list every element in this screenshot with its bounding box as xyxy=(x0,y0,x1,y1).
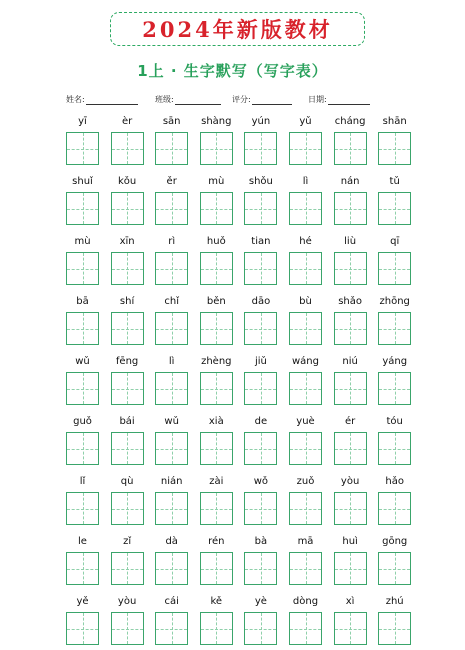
guide-line-vertical xyxy=(306,613,307,644)
name-blank[interactable] xyxy=(86,94,138,105)
guide-line-vertical xyxy=(83,373,84,404)
writing-box[interactable] xyxy=(111,252,144,285)
guide-line-vertical xyxy=(172,553,173,584)
guide-line-vertical xyxy=(261,133,262,164)
guide-line-vertical xyxy=(216,193,217,224)
writing-box[interactable] xyxy=(289,252,322,285)
writing-box[interactable] xyxy=(66,432,99,465)
writing-box[interactable] xyxy=(155,612,188,645)
writing-box[interactable] xyxy=(111,132,144,165)
writing-box[interactable] xyxy=(155,192,188,225)
guide-line-vertical xyxy=(83,133,84,164)
pinyin-label: shí xyxy=(119,296,135,307)
pinyin-label: tian xyxy=(251,236,271,247)
pinyin-label: huǒ xyxy=(206,236,226,247)
pinyin-label: guǒ xyxy=(73,416,92,427)
guide-line-vertical xyxy=(395,313,396,344)
pinyin-label: dà xyxy=(165,536,178,547)
pinyin-label: shān xyxy=(382,116,407,127)
guide-line-vertical xyxy=(172,133,173,164)
pinyin-label: wǒ xyxy=(253,476,269,487)
writing-box[interactable] xyxy=(111,552,144,585)
writing-box[interactable] xyxy=(155,372,188,405)
pinyin-label: xià xyxy=(208,416,224,427)
guide-line-vertical xyxy=(350,193,351,224)
guide-line-vertical xyxy=(83,313,84,344)
writing-box[interactable] xyxy=(378,192,411,225)
guide-line-vertical xyxy=(350,493,351,524)
guide-line-vertical xyxy=(83,433,84,464)
title-banner xyxy=(110,12,365,46)
guide-line-vertical xyxy=(261,493,262,524)
writing-box[interactable] xyxy=(334,552,367,585)
guide-line-vertical xyxy=(83,193,84,224)
writing-box[interactable] xyxy=(66,372,99,405)
score-label: 评分: xyxy=(232,95,251,104)
pinyin-label: qī xyxy=(390,236,400,247)
writing-box[interactable] xyxy=(334,492,367,525)
writing-box[interactable] xyxy=(244,252,277,285)
writing-box[interactable] xyxy=(378,312,411,345)
writing-box[interactable] xyxy=(289,552,322,585)
writing-box[interactable] xyxy=(111,312,144,345)
guide-line-vertical xyxy=(261,553,262,584)
pinyin-label: bù xyxy=(299,296,312,307)
pinyin-label: le xyxy=(78,536,87,547)
pinyin-label: xīn xyxy=(119,236,135,247)
guide-line-vertical xyxy=(306,433,307,464)
writing-box[interactable] xyxy=(378,492,411,525)
guide-line-vertical xyxy=(216,553,217,584)
class-label: 班级: xyxy=(155,95,174,104)
pinyin-label: běn xyxy=(206,296,226,307)
date-label: 日期: xyxy=(308,95,327,104)
writing-box[interactable] xyxy=(244,612,277,645)
pinyin-label: bái xyxy=(119,416,135,427)
guide-line-vertical xyxy=(306,193,307,224)
pinyin-label: zǐ xyxy=(123,536,132,547)
writing-box[interactable] xyxy=(289,432,322,465)
score-blank[interactable] xyxy=(252,94,292,105)
guide-line-vertical xyxy=(261,373,262,404)
guide-line-vertical xyxy=(395,253,396,284)
guide-line-vertical xyxy=(306,133,307,164)
pinyin-label: chǐ xyxy=(164,296,179,307)
guide-line-vertical xyxy=(350,553,351,584)
guide-line-vertical xyxy=(127,553,128,584)
pinyin-label: lǐ xyxy=(79,476,86,487)
pinyin-label: zhèng xyxy=(201,356,232,367)
pinyin-label: yáng xyxy=(382,356,408,367)
writing-box[interactable] xyxy=(378,432,411,465)
guide-line-vertical xyxy=(350,433,351,464)
writing-box[interactable] xyxy=(155,132,188,165)
writing-box[interactable] xyxy=(378,372,411,405)
guide-line-vertical xyxy=(216,253,217,284)
writing-box[interactable] xyxy=(66,612,99,645)
pinyin-label: cái xyxy=(164,596,179,607)
writing-box[interactable] xyxy=(244,192,277,225)
writing-box[interactable] xyxy=(334,252,367,285)
pinyin-label: ěr xyxy=(166,176,177,187)
guide-line-vertical xyxy=(395,133,396,164)
guide-line-vertical xyxy=(83,553,84,584)
pinyin-label: bà xyxy=(254,536,268,547)
writing-box[interactable] xyxy=(66,492,99,525)
pinyin-label: qù xyxy=(120,476,134,487)
writing-box[interactable] xyxy=(200,612,233,645)
pinyin-label: yě xyxy=(76,596,89,607)
guide-line-vertical xyxy=(127,493,128,524)
pinyin-label: sān xyxy=(162,116,181,127)
pinyin-label: wáng xyxy=(292,356,319,367)
guide-line-vertical xyxy=(395,553,396,584)
writing-box[interactable] xyxy=(334,192,367,225)
writing-box[interactable] xyxy=(378,552,411,585)
pinyin-label: èr xyxy=(121,116,133,127)
writing-box[interactable] xyxy=(378,132,411,165)
pinyin-label: wǔ xyxy=(164,416,179,427)
writing-box[interactable] xyxy=(244,552,277,585)
page-subtitle: 1上 · 生字默写（写字表） xyxy=(137,62,328,80)
pinyin-label: shǒu xyxy=(248,176,273,187)
guide-line-vertical xyxy=(172,373,173,404)
writing-box[interactable] xyxy=(111,492,144,525)
pinyin-label: yòu xyxy=(117,596,137,607)
guide-line-vertical xyxy=(395,373,396,404)
writing-box[interactable] xyxy=(111,612,144,645)
score-field[interactable] xyxy=(232,94,292,105)
pinyin-label: cháng xyxy=(334,116,366,127)
writing-box[interactable] xyxy=(111,372,144,405)
guide-line-vertical xyxy=(395,613,396,644)
writing-box[interactable] xyxy=(334,432,367,465)
pinyin-label: liù xyxy=(344,236,357,247)
guide-line-vertical xyxy=(261,193,262,224)
pinyin-label: yè xyxy=(254,596,267,607)
pinyin-label: fēng xyxy=(115,356,139,367)
pinyin-label: yún xyxy=(251,116,271,127)
name-field[interactable] xyxy=(66,94,138,105)
writing-box[interactable] xyxy=(289,372,322,405)
pinyin-label: huì xyxy=(342,536,358,547)
guide-line-vertical xyxy=(127,373,128,404)
pinyin-label: de xyxy=(254,416,268,427)
pinyin-label: xì xyxy=(345,596,355,607)
guide-line-vertical xyxy=(261,433,262,464)
guide-line-vertical xyxy=(261,253,262,284)
pinyin-label: mā xyxy=(297,536,314,547)
writing-box[interactable] xyxy=(66,252,99,285)
writing-box[interactable] xyxy=(111,192,144,225)
guide-line-vertical xyxy=(216,373,217,404)
guide-line-vertical xyxy=(127,613,128,644)
pinyin-label: kǒu xyxy=(117,176,137,187)
guide-line-vertical xyxy=(216,313,217,344)
pinyin-label: wǔ xyxy=(75,356,90,367)
guide-line-vertical xyxy=(172,193,173,224)
guide-line-vertical xyxy=(350,613,351,644)
writing-box[interactable] xyxy=(334,312,367,345)
pinyin-label: hé xyxy=(299,236,312,247)
writing-box[interactable] xyxy=(334,612,367,645)
writing-box[interactable] xyxy=(289,612,322,645)
pinyin-label: rì xyxy=(168,236,176,247)
writing-box[interactable] xyxy=(66,132,99,165)
guide-line-vertical xyxy=(306,373,307,404)
guide-line-vertical xyxy=(127,433,128,464)
writing-box[interactable] xyxy=(155,312,188,345)
writing-box[interactable] xyxy=(200,192,233,225)
pinyin-label: rén xyxy=(208,536,225,547)
writing-box[interactable] xyxy=(244,372,277,405)
class-blank[interactable] xyxy=(175,94,221,105)
writing-box[interactable] xyxy=(289,492,322,525)
pinyin-label: yī xyxy=(78,116,87,127)
pinyin-label: yǔ xyxy=(299,116,312,127)
guide-line-vertical xyxy=(350,313,351,344)
guide-line-vertical xyxy=(83,493,84,524)
pinyin-label: kě xyxy=(210,596,223,607)
writing-box[interactable] xyxy=(155,252,188,285)
writing-box[interactable] xyxy=(378,612,411,645)
guide-line-vertical xyxy=(172,493,173,524)
writing-box[interactable] xyxy=(200,372,233,405)
guide-line-vertical xyxy=(261,613,262,644)
writing-box[interactable] xyxy=(200,432,233,465)
pinyin-label: zhōng xyxy=(379,296,410,307)
student-info-bar xyxy=(0,94,465,108)
date-blank[interactable] xyxy=(328,94,370,105)
guide-line-vertical xyxy=(306,493,307,524)
guide-line-vertical xyxy=(216,613,217,644)
pinyin-label: zài xyxy=(209,476,224,487)
pinyin-label: zhú xyxy=(385,596,404,607)
writing-box[interactable] xyxy=(289,132,322,165)
guide-line-vertical xyxy=(350,253,351,284)
guide-line-vertical xyxy=(172,613,173,644)
guide-line-vertical xyxy=(83,253,84,284)
writing-box[interactable] xyxy=(289,312,322,345)
writing-box[interactable] xyxy=(334,372,367,405)
pinyin-label: mù xyxy=(74,236,91,247)
guide-line-vertical xyxy=(395,193,396,224)
guide-line-vertical xyxy=(395,493,396,524)
guide-line-vertical xyxy=(216,133,217,164)
pinyin-label: dāo xyxy=(251,296,271,307)
writing-box[interactable] xyxy=(66,552,99,585)
writing-box[interactable] xyxy=(334,132,367,165)
pinyin-label: dòng xyxy=(292,596,319,607)
pinyin-label: yuè xyxy=(296,416,315,427)
writing-box[interactable] xyxy=(200,132,233,165)
writing-box[interactable] xyxy=(244,312,277,345)
pinyin-label: shuǐ xyxy=(72,176,93,187)
guide-line-vertical xyxy=(172,253,173,284)
pinyin-label: mù xyxy=(208,176,225,187)
date-field[interactable] xyxy=(308,94,370,105)
guide-line-vertical xyxy=(172,313,173,344)
writing-box[interactable] xyxy=(155,552,188,585)
writing-box[interactable] xyxy=(378,252,411,285)
pinyin-label: hǎo xyxy=(385,476,404,487)
guide-line-vertical xyxy=(172,433,173,464)
guide-line-vertical xyxy=(127,253,128,284)
guide-line-vertical xyxy=(350,373,351,404)
guide-line-vertical xyxy=(127,193,128,224)
pinyin-label: lì xyxy=(168,356,175,367)
writing-box[interactable] xyxy=(289,192,322,225)
name-label: 姓名: xyxy=(66,95,85,104)
writing-box[interactable] xyxy=(244,132,277,165)
pinyin-label: yòu xyxy=(340,476,360,487)
guide-line-vertical xyxy=(127,133,128,164)
guide-line-vertical xyxy=(83,613,84,644)
pinyin-label: gōng xyxy=(382,536,408,547)
pinyin-label: nián xyxy=(160,476,183,487)
pinyin-label: bā xyxy=(76,296,89,307)
guide-line-vertical xyxy=(306,313,307,344)
guide-line-vertical xyxy=(306,553,307,584)
writing-box[interactable] xyxy=(155,492,188,525)
pinyin-label: shǎo xyxy=(338,296,362,307)
guide-line-vertical xyxy=(306,253,307,284)
class-field[interactable] xyxy=(155,94,221,105)
writing-box[interactable] xyxy=(200,552,233,585)
guide-line-vertical xyxy=(216,433,217,464)
pinyin-label: niú xyxy=(342,356,358,367)
pinyin-label: tǔ xyxy=(389,176,400,187)
writing-box[interactable] xyxy=(66,312,99,345)
pinyin-label: zuǒ xyxy=(296,476,315,487)
pinyin-label: jiǔ xyxy=(254,356,267,367)
pinyin-label: tóu xyxy=(386,416,403,427)
writing-box[interactable] xyxy=(200,492,233,525)
writing-box[interactable] xyxy=(200,312,233,345)
guide-line-vertical xyxy=(395,433,396,464)
pinyin-label: lì xyxy=(302,176,309,187)
writing-box[interactable] xyxy=(66,192,99,225)
guide-line-vertical xyxy=(261,313,262,344)
writing-box[interactable] xyxy=(244,432,277,465)
pinyin-label: nán xyxy=(340,176,360,187)
writing-box[interactable] xyxy=(155,432,188,465)
guide-line-vertical xyxy=(216,493,217,524)
guide-line-vertical xyxy=(350,133,351,164)
pinyin-label: ér xyxy=(344,416,356,427)
guide-line-vertical xyxy=(127,313,128,344)
writing-box[interactable] xyxy=(200,252,233,285)
writing-box[interactable] xyxy=(244,492,277,525)
writing-box[interactable] xyxy=(111,432,144,465)
banner-title: 2024年新版教材 xyxy=(142,17,333,42)
pinyin-label: shàng xyxy=(201,116,232,127)
